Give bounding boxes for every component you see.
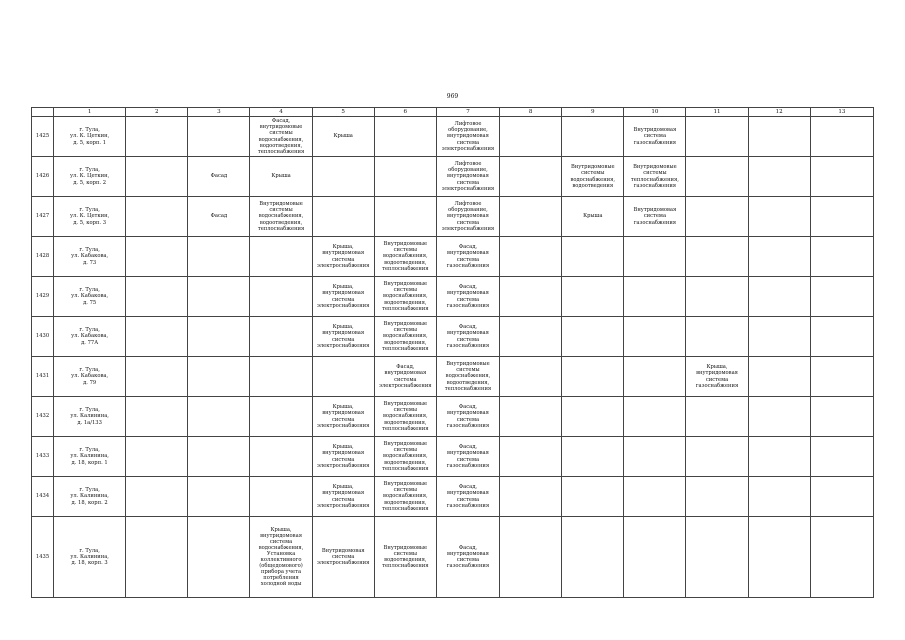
- work-cell: Внутридомовые системы водоснабжения, водоотведения, теплоснабжения: [436, 357, 499, 397]
- row-number-cell: 1434: [32, 477, 54, 517]
- work-cell: [562, 237, 624, 277]
- work-cell: Внутридомовые системы водоснабжения, водоотведения, теплоснабжения: [374, 317, 436, 357]
- work-cell: [810, 397, 873, 437]
- work-cell: Крыша, внутридомовая система электроснабжения: [312, 477, 374, 517]
- row-number-cell: 1426: [32, 157, 54, 197]
- work-cell: [748, 477, 810, 517]
- work-cell: [126, 397, 188, 437]
- work-cell: Внутридомовые системы водоснабжения, водоотведения, теплоснабжения: [374, 477, 436, 517]
- work-cell: [188, 477, 250, 517]
- work-cell: Фасад, внутридомовая система газоснабжения: [436, 517, 499, 598]
- work-cell: [562, 517, 624, 598]
- work-cell: [188, 437, 250, 477]
- work-cell: [250, 397, 312, 437]
- work-cell: [250, 477, 312, 517]
- work-cell: [748, 277, 810, 317]
- work-cell: Внутридомовые системы водоснабжения, водоотведения, теплоснабжения: [374, 237, 436, 277]
- work-cell: [810, 477, 873, 517]
- work-cell: Внутридомовые системы теплоснабжения, газоснабжения: [624, 157, 686, 197]
- table-row: [32, 157, 874, 197]
- work-cell: [624, 237, 686, 277]
- work-cell: Фасад, внутридомовая система газоснабжения: [436, 317, 499, 357]
- work-cell: [126, 237, 188, 277]
- header-cell: 1: [54, 108, 126, 117]
- work-cell: Внутридомовые системы водоснабжения, водоотведения, теплоснабжения: [374, 437, 436, 477]
- work-cell: [188, 397, 250, 437]
- work-cell: [624, 277, 686, 317]
- row-number-cell: 1430: [32, 317, 54, 357]
- work-cell: [126, 117, 188, 157]
- row-number-cell: 1425: [32, 117, 54, 157]
- work-cell: [188, 357, 250, 397]
- work-cell: [686, 237, 748, 277]
- work-cell: [500, 157, 562, 197]
- work-cell: [686, 117, 748, 157]
- row-number-cell: 1427: [32, 197, 54, 237]
- header-cell: 6: [374, 108, 436, 117]
- work-cell: Крыша, внутридомовая система газоснабжения: [686, 357, 748, 397]
- work-cell: [188, 277, 250, 317]
- work-cell: Фасад, внутридомовая система электроснабжения: [374, 357, 436, 397]
- work-cell: Фасад: [188, 157, 250, 197]
- page-number: 969: [446, 93, 459, 100]
- work-cell: [810, 157, 873, 197]
- work-cell: [748, 437, 810, 477]
- work-cell: Внутридомовые системы водоотведения, теплоснабжения: [374, 517, 436, 598]
- work-cell: Крыша: [250, 157, 312, 197]
- header-cell: 8: [500, 108, 562, 117]
- work-cell: [500, 237, 562, 277]
- work-cell: [624, 317, 686, 357]
- row-number-cell: 1433: [32, 437, 54, 477]
- address-cell: г. Тула, ул. Калинина, д. 18, корп. 2: [54, 477, 126, 517]
- table-row: [32, 437, 874, 477]
- work-cell: [810, 357, 873, 397]
- address-cell: г. Тула, ул. Калинина, д. 18, корп. 3: [54, 517, 126, 598]
- header-cell: 11: [686, 108, 748, 117]
- work-cell: [312, 357, 374, 397]
- address-cell: г. Тула, ул. Кабакова, д. 77А: [54, 317, 126, 357]
- header-cell: 7: [436, 108, 499, 117]
- work-cell: [748, 397, 810, 437]
- work-cell: [810, 437, 873, 477]
- table-row: [32, 317, 874, 357]
- work-cell: [562, 317, 624, 357]
- work-cell: [126, 437, 188, 477]
- work-cell: [624, 357, 686, 397]
- header-cell: 9: [562, 108, 624, 117]
- table-row: [32, 117, 874, 157]
- address-cell: г. Тула, ул. К. Цеткин, д. 5, корп. 3: [54, 197, 126, 237]
- header-cell: 12: [748, 108, 810, 117]
- work-cell: [562, 437, 624, 477]
- work-cell: Внутридомовая система электроснабжения: [312, 517, 374, 598]
- work-cell: [686, 517, 748, 598]
- work-cell: [126, 317, 188, 357]
- work-cell: Крыша, внутридомовая система водоснабжения, Установка коллективного (общедомового) прибора учета потребления холодной воды: [250, 517, 312, 598]
- work-cell: [312, 157, 374, 197]
- work-cell: Внутридомовая система газоснабжения: [624, 117, 686, 157]
- work-cell: [686, 317, 748, 357]
- work-cell: Фасад, внутридомовая система газоснабжения: [436, 437, 499, 477]
- work-cell: Внутридомовые системы водоснабжения, водоотведения, теплоснабжения: [250, 197, 312, 237]
- work-cell: Внутридомовые системы водоснабжения, водоотведения: [562, 157, 624, 197]
- work-cell: [810, 197, 873, 237]
- work-cell: [686, 157, 748, 197]
- work-cell: [500, 277, 562, 317]
- work-cell: Крыша, внутридомовая система электроснабжения: [312, 277, 374, 317]
- work-cell: [562, 117, 624, 157]
- work-cell: [810, 277, 873, 317]
- work-cell: [250, 357, 312, 397]
- work-cell: [810, 517, 873, 598]
- address-cell: г. Тула, ул. Кабакова, д. 79: [54, 357, 126, 397]
- address-cell: г. Тула, ул. К. Цеткин, д. 5, корп. 2: [54, 157, 126, 197]
- header-cell: 3: [188, 108, 250, 117]
- header-cell: 10: [624, 108, 686, 117]
- address-cell: г. Тула, ул. Калинина, д. 18, корп. 1: [54, 437, 126, 477]
- row-number-cell: 1432: [32, 397, 54, 437]
- work-cell: [748, 157, 810, 197]
- work-cell: [250, 237, 312, 277]
- work-cell: Фасад, внутридомовая система газоснабжения: [436, 397, 499, 437]
- header-cell: 4: [250, 108, 312, 117]
- work-cell: Фасад: [188, 197, 250, 237]
- row-number-cell: 1428: [32, 237, 54, 277]
- header-cell: 5: [312, 108, 374, 117]
- work-cell: [500, 317, 562, 357]
- work-cell: [250, 317, 312, 357]
- table-row: [32, 517, 874, 598]
- work-cell: [686, 197, 748, 237]
- work-cell: [126, 517, 188, 598]
- work-cell: [374, 117, 436, 157]
- work-cell: [250, 437, 312, 477]
- table-row: [32, 197, 874, 237]
- work-cell: Фасад, внутридомовая система газоснабжения: [436, 477, 499, 517]
- work-cell: [748, 237, 810, 277]
- work-cell: [686, 277, 748, 317]
- work-cell: [686, 477, 748, 517]
- work-cell: Фасад, внутридомовая система газоснабжения: [436, 277, 499, 317]
- work-cell: [624, 437, 686, 477]
- work-cell: [500, 437, 562, 477]
- work-cell: Лифтовое оборудование, внутридомовая система электроснабжения: [436, 157, 499, 197]
- work-cell: Крыша: [312, 117, 374, 157]
- work-cell: Лифтовое оборудование, внутридомовая система электроснабжения: [436, 117, 499, 157]
- work-cell: [624, 517, 686, 598]
- table-row: [32, 477, 874, 517]
- work-cell: [810, 117, 873, 157]
- work-cell: Лифтовое оборудование, внутридомовая система электроснабжения: [436, 197, 499, 237]
- work-cell: Внутридомовая система газоснабжения: [624, 197, 686, 237]
- work-cell: Крыша, внутридомовая система электроснабжения: [312, 237, 374, 277]
- work-cell: [748, 517, 810, 598]
- table-row: [32, 277, 874, 317]
- work-cell: [126, 477, 188, 517]
- work-cell: [624, 477, 686, 517]
- row-number-cell: 1435: [32, 517, 54, 598]
- header-cell: 2: [126, 108, 188, 117]
- work-cell: [748, 357, 810, 397]
- work-cell: [624, 397, 686, 437]
- address-cell: г. Тула, ул. Кабакова, д. 73: [54, 237, 126, 277]
- work-cell: [810, 317, 873, 357]
- work-cell: [500, 357, 562, 397]
- address-cell: г. Тула, ул. К. Цеткин, д. 5, корп. 1: [54, 117, 126, 157]
- work-cell: [250, 277, 312, 317]
- work-cell: [126, 277, 188, 317]
- work-cell: [748, 317, 810, 357]
- table-row: [32, 357, 874, 397]
- work-cell: [500, 117, 562, 157]
- table-row: [32, 237, 874, 277]
- row-number-cell: 1429: [32, 277, 54, 317]
- row-number-cell: 1431: [32, 357, 54, 397]
- work-cell: [562, 397, 624, 437]
- header-cell: 13: [810, 108, 873, 117]
- work-cell: [126, 157, 188, 197]
- work-cell: [126, 197, 188, 237]
- work-cell: Крыша, внутридомовая система электроснабжения: [312, 397, 374, 437]
- work-cell: Внутридомовые системы водоснабжения, водоотведения, теплоснабжения: [374, 277, 436, 317]
- work-cell: Крыша, внутридомовая система электроснабжения: [312, 317, 374, 357]
- work-cell: [188, 517, 250, 598]
- work-cell: Крыша, внутридомовая система электроснабжения: [312, 437, 374, 477]
- work-cell: [500, 197, 562, 237]
- work-cell: Внутридомовые системы водоснабжения, водоотведения, теплоснабжения: [374, 397, 436, 437]
- work-cell: [686, 397, 748, 437]
- address-cell: г. Тула, ул. Калинина, д. 1а/133: [54, 397, 126, 437]
- work-cell: [126, 357, 188, 397]
- work-cell: Крыша: [562, 197, 624, 237]
- work-cell: [686, 437, 748, 477]
- work-cell: [810, 237, 873, 277]
- work-cell: [562, 277, 624, 317]
- header-cell-id: [32, 108, 54, 117]
- work-cell: [562, 477, 624, 517]
- table-row: [32, 397, 874, 437]
- work-cell: [188, 317, 250, 357]
- work-cell: Фасад, внутридомовые системы водоснабжения, водоотведения, теплоснабжения: [250, 117, 312, 157]
- work-cell: [312, 197, 374, 237]
- work-cell: Фасад, внутридомовая система газоснабжения: [436, 237, 499, 277]
- work-cell: [748, 197, 810, 237]
- work-cell: [188, 237, 250, 277]
- work-cell: [374, 197, 436, 237]
- work-cell: [374, 157, 436, 197]
- work-cell: [500, 397, 562, 437]
- work-cell: [748, 117, 810, 157]
- repair-schedule-table: [31, 107, 874, 598]
- work-cell: [500, 477, 562, 517]
- work-cell: [500, 517, 562, 598]
- table-header-row: [32, 108, 874, 117]
- work-cell: [188, 117, 250, 157]
- address-cell: г. Тула, ул. Кабакова, д. 75: [54, 277, 126, 317]
- work-cell: [562, 357, 624, 397]
